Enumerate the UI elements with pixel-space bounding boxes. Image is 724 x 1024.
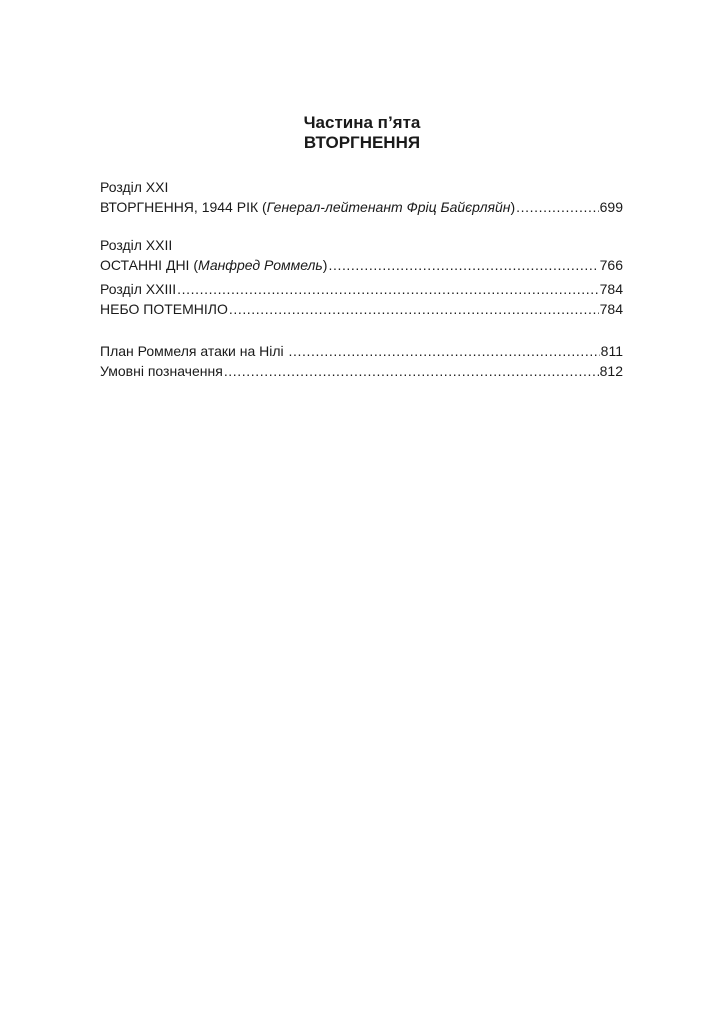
- toc-entry-chapter-23[interactable]: [100, 279, 623, 299]
- toc-entry-chapter-22[interactable]: [100, 255, 623, 275]
- toc-entry-title: ВТОРГНЕННЯ, 1944 РІК (Генерал-лейтенант Фріц Байєрляйн): [100, 199, 516, 215]
- toc-entry-rommel-plan[interactable]: [100, 341, 623, 361]
- chapter-22-label: Розділ XXII: [100, 237, 173, 253]
- toc-page-number: 811: [600, 343, 623, 359]
- toc-entry-legend[interactable]: [100, 361, 623, 381]
- toc-entry-title: План Роммеля атаки на Нілі: [100, 343, 288, 359]
- chapter-21-label: Розділ XXI: [100, 179, 169, 195]
- toc-entry-chapter-23-title[interactable]: [100, 299, 623, 319]
- toc-page-number: 812: [599, 363, 623, 379]
- toc-page-number: 784: [599, 301, 623, 317]
- toc-entry-title: ОСТАННІ ДНІ (Манфред Роммель): [100, 257, 328, 273]
- dot-leader: [289, 341, 600, 361]
- toc-entry-title: НЕБО ПОТЕМНІЛО: [100, 301, 228, 317]
- toc-page-number: 766: [599, 257, 623, 273]
- dot-leader: [328, 255, 598, 275]
- toc-entry-author: Манфред Роммель: [198, 257, 323, 273]
- dot-leader: [224, 361, 599, 381]
- part-subtitle: ВТОРГНЕННЯ: [303, 133, 421, 152]
- part-heading: [0, 113, 724, 153]
- table-of-contents: [100, 177, 623, 381]
- toc-page-number: 699: [599, 199, 623, 215]
- dot-leader: [177, 279, 598, 299]
- part-title: Частина п’ята: [303, 113, 421, 132]
- toc-entry-author: Генерал-лейтенант Фріц Байєрляйн: [266, 199, 511, 215]
- dot-leader: [516, 197, 599, 217]
- toc-entry-chapter-21[interactable]: [100, 197, 623, 217]
- toc-entry-title: Розділ XXIII: [100, 281, 177, 297]
- toc-entry-title: Умовні позначення: [100, 363, 223, 379]
- toc-page-number: 784: [599, 281, 623, 297]
- dot-leader: [229, 299, 599, 319]
